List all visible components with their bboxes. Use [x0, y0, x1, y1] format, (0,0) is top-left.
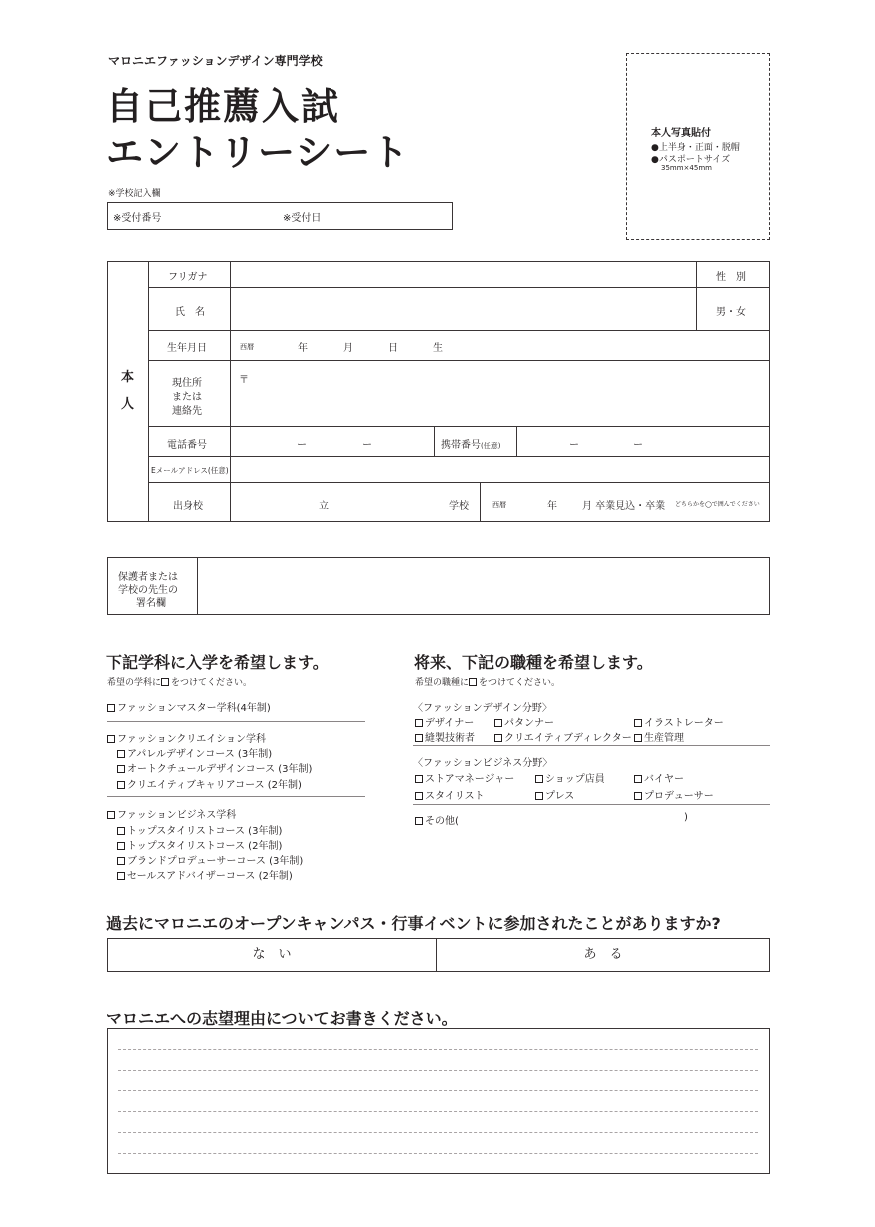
checkbox-icon[interactable] [117, 872, 125, 880]
gender-option[interactable]: 男・女 [716, 307, 746, 318]
applicant-section-label-1: 本 [121, 370, 135, 385]
departments-instruction [107, 675, 252, 688]
checkbox-icon[interactable] [117, 750, 125, 758]
address-label-3: 連絡先 [172, 406, 202, 417]
job-option[interactable] [415, 787, 485, 802]
phone-label: 電話番号 [167, 440, 207, 451]
checkbox-icon[interactable] [535, 775, 543, 783]
dept-master-label: ファッションマスター学科(4年制) [117, 703, 271, 714]
job-label: イラストレーター [644, 718, 724, 729]
job-label: プレス [545, 791, 575, 802]
school-field[interactable] [231, 483, 479, 521]
job-label: 縫製技術者 [425, 733, 475, 744]
job-label: パタンナー [504, 718, 554, 729]
grad-era: 西暦 [492, 501, 506, 509]
course-label: トップスタイリストコース (3年制) [127, 826, 283, 837]
course-option[interactable] [117, 852, 303, 867]
mobile-field[interactable] [517, 427, 769, 456]
job-option[interactable] [634, 787, 714, 802]
mobile-label-wrap [441, 436, 500, 451]
birth-suffix: 生 [433, 343, 443, 354]
mobile-label: 携帯番号 [441, 440, 481, 451]
checkbox-icon [469, 678, 477, 686]
birthdate-label: 生年月日 [167, 343, 207, 354]
careers-instruction [415, 675, 560, 688]
job-label: バイヤー [644, 774, 684, 785]
guardian-signature-field[interactable] [199, 559, 768, 613]
job-option[interactable] [634, 714, 724, 729]
job-option[interactable] [535, 787, 574, 802]
grad-status[interactable]: 月 卒業見込・卒業 [582, 501, 666, 512]
guardian-label-2: 学校の先生の [118, 585, 178, 596]
departments-instruction-post: をつけてください。 [171, 678, 253, 688]
page-title-line1: 自己推薦入試 [106, 85, 340, 128]
applicant-section-label-2: 人 [121, 397, 135, 412]
checkbox-icon[interactable] [415, 734, 423, 742]
phone-dash-2: ー [362, 440, 372, 451]
business-field-label: 〈ファッションビジネス分野〉 [413, 758, 553, 769]
school-gakko: 学校 [449, 501, 469, 512]
checkbox-icon[interactable] [117, 827, 125, 835]
checkbox-icon[interactable] [107, 811, 115, 819]
checkbox-icon[interactable] [117, 857, 125, 865]
photo-bullet-1: ●上半身・正面・脱帽 [651, 143, 740, 153]
checkbox-icon[interactable] [535, 792, 543, 800]
name-field[interactable] [231, 288, 695, 330]
checkbox-icon[interactable] [117, 781, 125, 789]
course-label: アパレルデザインコース (3年制) [127, 749, 273, 760]
job-label: スタイリスト [425, 791, 485, 802]
checkbox-icon[interactable] [415, 792, 423, 800]
job-option[interactable] [535, 770, 605, 785]
motivation-heading: マロニエへの志望理由についてお書きください。 [106, 1009, 458, 1028]
job-label: デザイナー [425, 718, 475, 729]
course-label: トップスタイリストコース (2年制) [127, 841, 283, 852]
checkbox-icon[interactable] [634, 734, 642, 742]
course-option[interactable] [117, 867, 293, 882]
event-question: 過去にマロニエのオープンキャンパス・行事イベントに参加されたことがありますか? [106, 914, 721, 933]
job-other-field[interactable] [470, 810, 680, 826]
job-other-label: その他( [425, 816, 459, 827]
phone-field[interactable] [231, 427, 434, 456]
checkbox-icon[interactable] [634, 775, 642, 783]
checkbox-icon [161, 678, 169, 686]
departments-heading: 下記学科に入学を希望します。 [106, 653, 329, 672]
checkbox-icon[interactable] [634, 792, 642, 800]
receipt-date-label: ※受付日 [283, 213, 322, 224]
course-option[interactable] [117, 745, 272, 760]
checkbox-icon[interactable] [107, 704, 115, 712]
furigana-label: フリガナ [168, 272, 208, 283]
dept-business-option[interactable] [107, 806, 236, 821]
mobile-optional: (任意) [481, 442, 501, 450]
course-label: オートクチュールデザインコース (3年制) [127, 764, 313, 775]
job-other-close: ) [684, 812, 688, 823]
page-title-line2: エントリーシート [106, 131, 410, 174]
job-option[interactable] [415, 770, 514, 785]
address-label-2: または [172, 392, 202, 403]
event-answer-no[interactable]: な い [252, 947, 292, 962]
event-answer-yes[interactable]: あ る [583, 947, 623, 962]
job-option[interactable] [494, 729, 632, 744]
dept-creation-label: ファッションクリエイション学科 [117, 734, 266, 745]
checkbox-icon[interactable] [415, 817, 423, 825]
course-label: クリエイティブキャリアコース (2年制) [127, 780, 302, 791]
birth-year-unit: 年 [298, 343, 308, 354]
job-option[interactable] [415, 729, 475, 744]
careers-instruction-post: をつけてください。 [479, 678, 561, 688]
photo-bullet-2: ●パスポートサイズ [651, 155, 731, 165]
birth-day-unit: 日 [388, 343, 398, 354]
course-option[interactable] [117, 760, 312, 775]
design-field-label: 〈ファッションデザイン分野〉 [413, 703, 552, 714]
photo-size: 35mm×45mm [661, 164, 712, 172]
departments-instruction-pre: 希望の学科に [107, 678, 162, 688]
photo-title: 本人写真貼付 [651, 128, 711, 139]
address-label-1: 現住所 [172, 378, 202, 389]
postal-mark: 〒 [239, 375, 249, 386]
job-label: プロデューサー [644, 791, 714, 802]
job-label: 生産管理 [644, 733, 684, 744]
grad-note: どちらかを◯で囲んでください [675, 501, 760, 508]
checkbox-icon[interactable] [415, 775, 423, 783]
job-option[interactable] [634, 770, 684, 785]
job-other-option[interactable] [415, 812, 459, 827]
guardian-label-3: 署名欄 [136, 598, 166, 609]
careers-instruction-pre: 希望の職種に [415, 678, 470, 688]
birth-month-unit: 月 [343, 343, 353, 354]
school-name: マロニエファッションデザイン専門学校 [108, 54, 323, 68]
job-label: ショップ店員 [545, 774, 605, 785]
course-option[interactable] [117, 822, 282, 837]
email-field[interactable] [231, 457, 769, 482]
job-label: クリエイティブディレクター [504, 733, 632, 744]
dept-master-option[interactable] [107, 699, 271, 714]
job-option[interactable] [494, 714, 554, 729]
school-ritsu: 立 [319, 501, 329, 512]
address-field[interactable] [231, 361, 769, 426]
email-label: Eメールアドレス(任意) [151, 466, 229, 475]
school-label: 出身校 [173, 501, 203, 512]
checkbox-icon[interactable] [494, 734, 502, 742]
job-option[interactable] [634, 729, 684, 744]
checkbox-icon[interactable] [494, 719, 502, 727]
dept-business-label: ファッションビジネス学科 [117, 810, 237, 821]
school-use-note: ※学校記入欄 [108, 189, 161, 199]
guardian-label-1: 保護者または [118, 572, 178, 583]
checkbox-icon[interactable] [107, 735, 115, 743]
grad-year-unit: 年 [547, 501, 557, 512]
mobile-dash-2: ー [633, 440, 643, 451]
checkbox-icon[interactable] [634, 719, 642, 727]
careers-heading: 将来、下記の職種を希望します。 [414, 653, 653, 672]
course-option[interactable] [117, 776, 302, 791]
dept-creation-option[interactable] [107, 730, 266, 745]
birth-era: 西暦 [240, 343, 254, 351]
course-label: ブランドプロデューサーコース (3年制) [127, 856, 304, 867]
course-label: セールスアドバイザーコース (2年制) [127, 871, 293, 882]
name-label: 氏 名 [175, 307, 205, 318]
job-label: ストアマネージャー [425, 774, 515, 785]
mobile-dash-1: ー [569, 440, 579, 451]
phone-dash-1: ー [297, 440, 307, 451]
course-option[interactable] [117, 837, 282, 852]
gender-label: 性 別 [716, 272, 746, 283]
job-option[interactable] [415, 714, 474, 729]
checkbox-icon[interactable] [415, 719, 423, 727]
checkbox-icon[interactable] [117, 765, 125, 773]
receipt-number-label: ※受付番号 [113, 213, 162, 224]
furigana-field[interactable] [231, 262, 695, 287]
checkbox-icon[interactable] [117, 842, 125, 850]
